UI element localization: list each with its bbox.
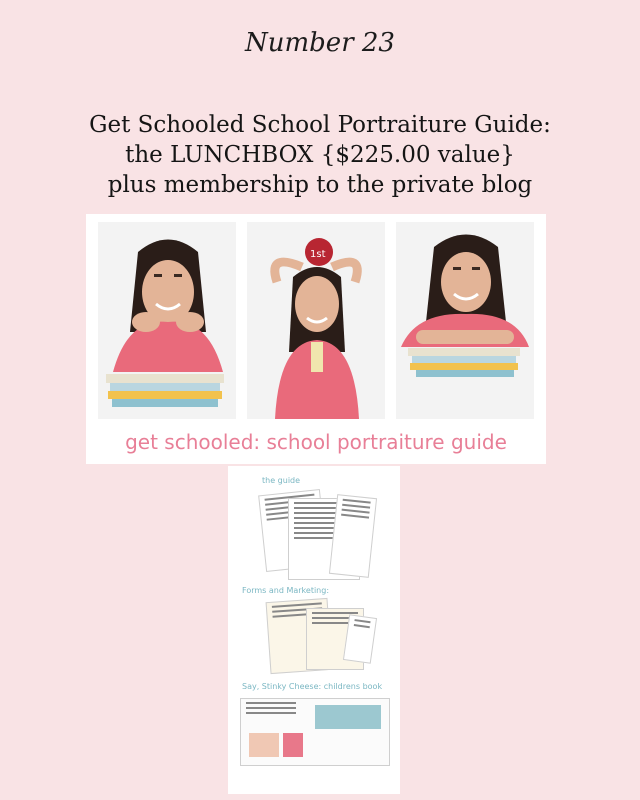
portrait-girl-apple-image: [247, 222, 385, 419]
portrait-photo-2: [247, 222, 385, 419]
book-photo: [249, 733, 279, 757]
heading-line-2: the LUNCHBOX {$225.00 value}: [125, 142, 515, 168]
page-title: Number 23: [245, 28, 395, 58]
section-label-guide: the guide: [262, 476, 301, 485]
guide-banner-text: get schooled: school portraiture guide: [125, 430, 507, 454]
section-label-book: Say, Stinky Cheese: childrens book: [242, 682, 383, 691]
portrait-photo-3: [396, 222, 534, 419]
heading-line-1: Get Schooled School Portraiture Guide:: [89, 112, 551, 138]
guide-contents-panel: [228, 466, 400, 794]
portrait-girl-leaning-image: [396, 222, 534, 419]
portrait-girl-books-image: [98, 222, 236, 419]
book-photo: [283, 733, 303, 757]
portrait-photo-1: [98, 222, 236, 419]
guide-page-thumbnail: [329, 494, 377, 578]
offer-heading: [0, 110, 640, 200]
section-label-forms: Forms and Marketing:: [242, 586, 330, 595]
book-photo: [315, 705, 381, 729]
heading-line-3: plus membership to the private blog: [107, 172, 533, 198]
apple-badge-text: 1st: [310, 249, 326, 260]
childrens-book-spread: [240, 698, 390, 766]
form-thumbnail: [343, 614, 377, 663]
portrait-collage: [86, 214, 546, 464]
